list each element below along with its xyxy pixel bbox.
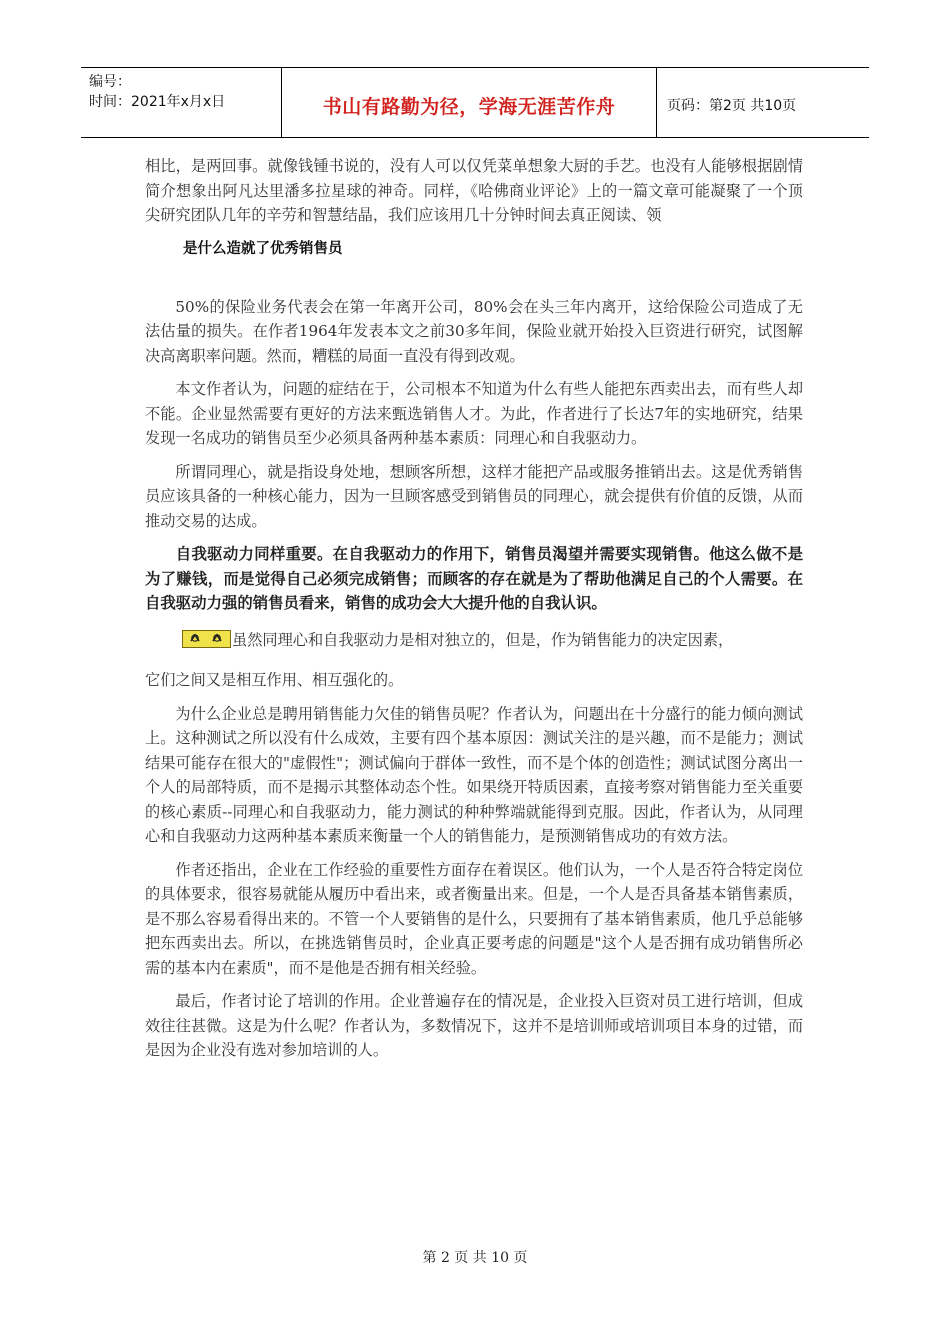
- header-motto-cell: [282, 68, 657, 137]
- refresh-icon: [208, 632, 227, 644]
- paragraph-4: 自我驱动力同样重要。在自我驱动力的作用下，销售员渴望并需要实现销售。他这么做不是为了赚钱，而是觉得自己必须完成销售；而顾客的存在就是为了帮助他满足自己的个人需要。在自我驱动力强的销售员看来，销售的成功会大大提升他的自我认识。: [145, 545, 803, 612]
- document-body: [145, 154, 803, 1072]
- paragraph-1: 50%的保险业务代表会在第一年离开公司，80%会在头三年内离开，这给保险公司造成了无法估量的损失。在作者1964年发表本文之前30多年间，保险业就开始投入巨资进行研究，试图解决高离职率问题。然而，糟糕的局面一直没有得到改观。: [145, 297, 803, 365]
- paragraph-3: 所谓同理心，就是指设身处地，想顾客所想，这样才能把产品或服务推销出去。这是优秀销售员应该具备的一种核心能力，因为一旦顾客感受到销售员的同理心，就会提供有价值的反馈，从而推动交易的达成。: [145, 462, 803, 530]
- refresh-icon: [186, 632, 205, 644]
- page-header: [81, 67, 869, 138]
- intro-paragraph: 相比，是两回事。就像钱锺书说的，没有人可以仅凭菜单想象大厨的手艺。也没有人能够根据剧情简介想象出阿凡达里潘多拉星球的神奇。同样，《哈佛商业评论》上的一篇文章可能凝聚了一个顶尖研究团队几年的辛劳和智慧结晶，我们应该用几十分钟时间去真正阅读、领: [145, 157, 803, 224]
- page-footer: 第 2 页 共 10 页: [422, 1250, 528, 1266]
- paragraph-5-part-2: 它们之间又是相互作用、相互强化的。: [145, 671, 404, 689]
- paragraph-2: 本文作者认为，问题的症结在于，公司根本不知道为什么有些人能把东西卖出去，而有些人却不能。企业显然需要有更好的方法来甄选销售人才。为此，作者进行了长达7年的实地研究，结果发现一名成功的销售员至少必须具备两种基本素质：同理心和自我驱动力。: [145, 380, 803, 447]
- section-title: 是什么造就了优秀销售员: [183, 240, 343, 257]
- page-info: 页码：第2页 共10页: [667, 98, 797, 114]
- paragraph-6: 为什么企业总是聘用销售能力欠佳的销售员呢？作者认为，问题出在十分盛行的能力倾向测试上。这种测试之所以没有什么成效，主要有四个基本原因：测试关注的是兴趣，而不是能力；测试结果可能存在很大的"虚假性"；测试偏向于群体一致性，而不是个体的创造性；测试试图分离出一个人的局部特质，而不是揭示其整体动态个性。如果绕开特质因素，直接考察对销售能力至关重要的核心素质--同理心和自我驱动力，能力测试的种种弊端就能得到克服。因此，作者认为，从同理心和自我驱动力这两种基本素质来衡量一个人的销售能力，是预测销售成功的有效方法。: [145, 704, 803, 845]
- date-label: 时间：2021年x月x日: [89, 94, 226, 110]
- embedded-object-icons[interactable]: [182, 630, 231, 648]
- paragraph-8: 最后，作者讨论了培训的作用。企业普遍存在的情况是，企业投入巨资对员工进行培训，但成效往往甚微。这是为什么呢？作者认为，多数情况下，这并不是培训师或培训项目本身的过错，而是因为企业没有选对参加培训的人。: [145, 992, 803, 1059]
- header-meta-cell: [81, 68, 282, 137]
- paragraph-5-part-1: 虽然同理心和自我驱动力是相对独立的，但是，作为销售能力的决定因素，: [232, 630, 734, 649]
- header-page-cell: [657, 68, 869, 137]
- paragraph-7: 作者还指出，企业在工作经验的重要性方面存在着误区。他们认为，一个人是否符合特定岗位的具体要求，很容易就能从履历中看出来，或者衡量出来。但是，一个人是否具备基本销售素质，是不那么容易看得出来的。不管一个人要销售的是什么，只要拥有了基本销售素质，他几乎总能够把东西卖出去。所以，在挑选销售员时，企业真正要考虑的问题是"这个人是否拥有成功销售所必需的基本内在素质"，而不是他是否拥有相关经验。: [145, 860, 803, 977]
- serial-label: 编号：: [89, 74, 131, 90]
- paragraph-5-first-line: [145, 628, 803, 653]
- motto-text: 书山有路勤为径，学海无涯苦作舟: [322, 96, 616, 118]
